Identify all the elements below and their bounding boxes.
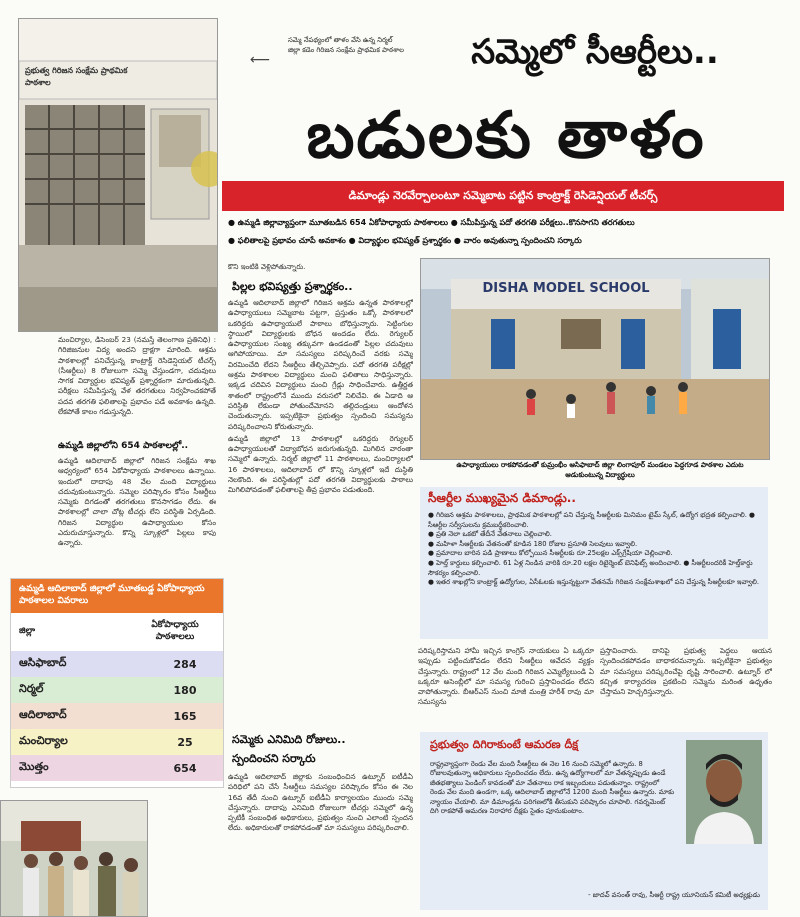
quote-box bbox=[420, 732, 768, 910]
table-header-district: జిల్లా bbox=[19, 626, 36, 636]
table-cell-count: 25 bbox=[177, 735, 193, 749]
table-row bbox=[11, 729, 223, 755]
table-row bbox=[11, 651, 223, 677]
photo-school-children bbox=[420, 258, 770, 460]
school-sign: DISHA MODEL SCHOOL bbox=[482, 281, 650, 296]
table-row bbox=[11, 703, 223, 729]
mid-paragraph-1b: ఉమ్మడి జిల్లాలో 13 పాఠశాలల్లో ఒకరిద్దరు రెగ్యులర్ ఉపాధ్యాయులతో విద్యాబోధన జరుగుతున్నది. మిగిలిన వారంతా సమ్మెలో ఉన్నారు. నిర్మల్ జిల్లాలో 11 పాఠశాలలు, మంచిర్యాలలో 16 పాఠశాలలు, ఆదిలాబాద్ లో కొన్ని స్కూళ్లలో ఇదే దుస్థితి నెలకొంది. ఈ పరిస్థితుల్లో పదో తరగతి విద్యార్థులకు పాఠాలు మిగిలిపోవడంతో ఫలితాలపై తీవ్ర ప్రభావం పడుతుంది. bbox=[228, 433, 413, 495]
table-cell-count: 284 bbox=[173, 657, 197, 671]
bullet-2-2: విద్యార్థుల భవిష్యత్ ప్రశ్నార్థకం bbox=[358, 236, 452, 245]
photo-caption-top: సమ్మె నేపథ్యంలో తాళం వేసి ఉన్న నిర్మల్ జిల్లా కడెం గిరిజన సంక్షేమ ప్రాథమిక పాఠశాల bbox=[288, 36, 404, 54]
arrow-left-icon: ⟵ bbox=[250, 52, 271, 68]
red-banner bbox=[222, 181, 784, 211]
demand-item: ● ప్రమాదాల బారిన పడి ప్రాణాలు కోల్పోయిన సీఆర్టీలకు రూ.25లక్షల ఎక్స్‌గ్రేషియా చెల్లించాలి. bbox=[428, 549, 673, 558]
table-cell-count: 180 bbox=[173, 683, 197, 697]
bullet-icon: ● bbox=[228, 218, 238, 227]
mid-subheading-1: పిల్లల భవిష్యత్తు ప్రశ్నార్థకం.. bbox=[232, 280, 353, 293]
school-sign-text: ప్రభుత్వ గిరిజన సంక్షేమ ప్రాథమిక పాఠశాల bbox=[25, 66, 128, 87]
mid-subheading-2b: స్పందించని సర్కారు bbox=[232, 752, 316, 765]
demands-list bbox=[428, 511, 762, 588]
portrait-illustration bbox=[686, 740, 762, 844]
table-cell-count: 165 bbox=[173, 709, 197, 723]
demands-box bbox=[420, 487, 768, 639]
table-header-count: ఏకోపాధ్యాయ పాఠశాలలు bbox=[151, 620, 199, 642]
bullet-icon: ● bbox=[450, 218, 461, 227]
lower-mid-paragraph: పరిష్కరిస్తామని హామీ ఇచ్చిన కాంగ్రెస్ నాయకులు ఏ ఒక్కరూ ఇప్పుడు పట్టించుకోవడం లేదని సీఆర్టీలు ఆవేదన వ్యక్తం చేస్తున్నారు. రాష్ట్రంలో 12 వేల మంది గిరిజన ఎమ్మెల్యేలుండి ఏ ఒక్కరూ అసెంబ్లీలో మా సమస్య గురించి ప్రస్తావించడం లేదని వాపోతున్నారు. బీఆర్ఎస్ నుంచి మాజీ మంత్రి హరీశ్ రావు మా సమస్యను bbox=[418, 646, 594, 707]
red-banner-text: డిమాండ్లు నెరవేర్చాలంటూ సమ్మెబాట పట్టిన కాంట్రాక్ట్ రెసిడెన్షియల్ టీచర్స్ bbox=[348, 189, 658, 202]
table-title: ఉమ్మడి ఆదిలాబాద్ జిల్లాలో మూతబడ్డ ఏకోపాధ్యాయ పాఠశాలల వివరాలు bbox=[11, 579, 223, 613]
mid-subheading-2a: సమ్మెకు ఎనిమిది రోజులు.. bbox=[232, 733, 346, 746]
bullets-row2 bbox=[228, 236, 784, 247]
mid-top-line: కొని ఇంటికి వెళ్లిపోతున్నారు. bbox=[228, 262, 306, 271]
protest-illustration bbox=[1, 801, 147, 916]
headline-line1: సమ్మెలో సీఆర్టీలు.. bbox=[471, 32, 719, 72]
lower-right-column bbox=[600, 646, 772, 726]
portrait-photo bbox=[686, 740, 762, 844]
headline-line2: బడులకు తాళం bbox=[306, 99, 706, 173]
demands-title: సీఆర్టీల ముఖ్యమైన డిమాండ్లు.. bbox=[428, 491, 576, 505]
lower-right-paragraph: ప్రస్తావించారు. దానిపై ప్రభుత్వ పెద్దలు ఆయన స్పందించకపోవడం బాధాకరమన్నారు. ఇప్పటికైనా ప్రభుత్వం మా సమస్యలు పరిష్కరించేపై దృష్టి సారించాలి. ఉట్నూర్ లో కచ్చిత కార్యాచరణ ప్రకటించి సమ్మెను మరింత ఉధృతం చేస్తామని హెచ్చరిస్తున్నారు. bbox=[600, 646, 772, 697]
bullet-1-1: ఉమ్మడి జిల్లావ్యాప్తంగా మూతబడిన 654 ఏకోపాధ్యాయ పాఠశాలలు bbox=[237, 218, 448, 227]
photo-protest bbox=[0, 800, 148, 917]
table-cell-district: నిర్మల్ bbox=[19, 682, 44, 695]
table-cell-district: ఆసిఫాబాద్ bbox=[19, 656, 67, 669]
left-lead-paragraph: మంచిర్యాల, డిసెంబర్ 23 (నమస్తే తెలంగాణ ప్రతినిధి) : గిరిజిజనుల విద్య అందని ద్రాక్షగా మారింది. ఆశ్రమ పాఠశాలల్లో పనిచేస్తున్న కాంట్రాక్ట్ రెసిడెన్షియల్ టీచర్స్ (సీఆర్టీలు) 8 రోజులుగా సమ్మె చేస్తుండగా, చదువులు సాగక విద్యార్థుల భవిష్యత్ ప్రశ్నార్థకంగా మారుతున్నది. పరీక్షలు సమీపిస్తున్న వేళ తరగతులు నిర్వహించకపోతే పదవ తరగతి ఫలితాలపై ప్రభావం పడే అవకాశం ఉన్నది. లేకపోతే కాలం గడుస్తున్నది. bbox=[58, 335, 216, 417]
photo-caption-mid: ఉపాధ్యాయులు రాకపోవడంతో కుమ్రంభీం ఆసిఫాబాద్ జిల్లా లింగాపూర్ మండలం పెద్దగూడ పాఠశాల ఎదుట ఆడుకుంటున్న విద్యార్థులు bbox=[456, 461, 744, 479]
quote-signature: - జాదవ్ వసంత్ రావు, సీఆర్టీ రాష్ట్ర యూనియన్ కమిటీ అధ్యక్షుడు bbox=[588, 891, 760, 899]
bullet-2-3: వారం అవుతున్నా స్పందించని సర్కారు bbox=[463, 236, 582, 245]
left-subheading: ఉమ్మడి జిల్లాలోని 654 పాఠశాలల్లో.. bbox=[58, 441, 189, 451]
bullet-icon: ● bbox=[453, 236, 464, 245]
bullet-1-2: సమీపిస్తున్న పదో తరగతి పరీక్షలు..కొనసాగని తరగతులు bbox=[460, 218, 635, 227]
photo-locked-school bbox=[18, 18, 218, 332]
demand-item: ● మహిళా సీఆర్టీలకు వేతనంతో కూడిన 180 రోజుల ప్రసూతి సెలవులు ఇవ్వాలి. bbox=[428, 539, 638, 548]
lower-mid-column bbox=[418, 646, 594, 726]
table-cell-district: మంచిర్యాల bbox=[19, 734, 68, 747]
district-table bbox=[10, 578, 224, 788]
demand-item: ● హెల్త్ కార్డులు కల్పించాలి. 61 ఏళ్ల నిండిన వారికి రూ.20 లక్షల రిటైర్మెంట్ బెనిఫిట్స్ అందించాలి. ● సీఆర్టీలందరికీ హెల్త్‌కార్డు సౌకర్యం కల్పించాలి. bbox=[428, 558, 753, 577]
bullets-row1 bbox=[228, 218, 784, 229]
table-row-total bbox=[11, 755, 223, 781]
demand-item: ● ప్రతి నెలా ఒకటో తేదీనే వేతనాలు చెల్లించాలి. bbox=[428, 530, 552, 539]
demand-item: ● గిరిజన ఆశ్రమ పాఠశాలలు, ప్రాథమిక పాఠశాలల్లో పని చేస్తున్న సీఆర్టీలకు మినిమం టైమ్ స్కేల్, ఉద్యోగ భద్రత కల్పించాలి. ● సీఆర్టీల సర్వీసులను క్రమబద్ధీకరించాలి. bbox=[428, 511, 755, 529]
table-cell-district: ఆదిలాబాద్ bbox=[19, 708, 67, 721]
mid-paragraph-2: ఉమ్మడి ఆదిలాబాద్ జిల్లాకు సంబంధించిన ఉట్నూర్ ఐటీడీఏ పరిధిలో పని చేసే సీఆర్టీలు సమస్యల పరిష్కారం కోసం ఈ నెల 16వ తేదీ నుంచి ఉట్నూర్ ఐటీడీఏ కార్యాలయం ముందు సమ్మె చేస్తున్నారు. దాదాపు ఎనిమిది రోజులుగా టీచర్లు సమ్మెలో ఉన్న ప్పటికీ సంబంధిత అధికారులు, ప్రభుత్వం నుంచి ఎలాంటి స్పందన లేదు. అధికారులతో రాకపోవడంతో మా సమస్యలు పరిష్కరించాలి. bbox=[228, 772, 413, 833]
mid-column-body-1 bbox=[228, 298, 413, 726]
table-header-row bbox=[11, 613, 223, 651]
table-cell-district: మొత్తం bbox=[19, 760, 49, 773]
table-row bbox=[11, 677, 223, 703]
mid-paragraph-1: ఉమ్మడి ఆదిలాబాద్ జిల్లాలో గిరిజన ఆశ్రమ ఉన్నత పాఠశాలల్లో ఉపాధ్యాయులు సమ్మెబాట పట్టగా, ప్రస్తుతం ఒక్కో పాఠశాలలో ఒకరిద్దరు ఉపాధ్యాయులే పాఠాలు బోధిస్తున్నారు. సెట్టింగుల స్థాయిలో విద్యార్థులకు బోధన అందడం లేదు. రెగ్యులర్ ఉపాధ్యాయుల సంఖ్య తక్కువగా ఉండడంతో పిల్లల చదువులు ఆగిపోయాయి. మా సమస్యలు పరిష్కరించే వరకు సమ్మె విరమించేది లేదని సీఆర్టీలు తేల్చిచెప్పారు. పదో తరగతి పరీక్షల్లో ఆశ్రమ పాఠశాలల విద్యార్థులు మంచి ఫలితాలు సాధిస్తున్నారు. ఇక్కడ చదివిన విద్యార్థులు మంచి గ్రేడ్లు సాధించేవారు. ఉత్తీర్ణత శాతంలో రాష్ట్రంలోనే ముందు వరుసలో నిలిచేవి. ఈ ఏడాది ఆ పరిస్థితి లేకుండా పోతుందేమోనని తల్లిదండ్రులు ఆందోళన చెందుతున్నారు. ఇప్పటికైనా ప్రభుత్వం స్పందించి సమస్యను పరిష్కరించాలని కోరుతున్నారు. bbox=[228, 298, 413, 431]
left-column-body bbox=[58, 456, 216, 574]
bullet-icon: ● bbox=[348, 236, 359, 245]
quote-text: రాష్ట్రవ్యాప్తంగా రెండు వేల మంది సీఆర్టీలు ఈ నెల 16 నుంచి సమ్మెలో ఉన్నారు. 8 రోజులవుతున్నా అధికారులు స్పందించడం లేదు. ఉన్న ఉద్యోగాలలో మా వేతన్నప్పుడు ఉండే జీతభత్యాలు పెండింగ్ కావడంతో మా వేతనాలు రాక ఇబ్బందులు పడుతున్నాం. రాష్ట్రంలో రెండు వేల మంది ఉండగా, ఒక్క ఆదిలాబాద్ జిల్లాలోనే 1200 మంది సీఆర్టీలు ఉన్నారు. మాకు న్యాయం చేయాలి. మా డిమాండ్లను పరిగణలోకి తీసుకుని పరిష్కారం చూపాలి. గవర్నమెంట్ దిగి రాకపోతే ఆమరణ నిరాహార దీక్షకు సైతం పూనుకుంటాం. bbox=[430, 760, 675, 816]
left-column-lead bbox=[58, 335, 216, 435]
quote-title: ప్రభుత్వం దిగిరాకుంటే ఆమరణ దీక్ష bbox=[430, 738, 578, 751]
bullet-2-1: ఫలితాలపై ప్రభావం చూపే అవకాశం bbox=[237, 236, 346, 245]
left-body-paragraph: ఉమ్మడి ఆదిలాబాద్ జిల్లాలో గిరిజన సంక్షేమ శాఖ ఆధ్వర్యంలో 654 ఏకోపాధ్యాయ పాఠశాలలు ఉన్నాయి. ఇందులో దాదాపు 48 వేల మంది విద్యార్థులు చదువుకుంటున్నారు. సమ్మెల పరిష్కారం కోసం సీఆర్టీలు సమ్మెకు దిగడంతో తరగతులు కొనసాగడం లేదు. ఈ పాఠశాలల్లో చాలా చోట్ల టీచర్లు లేని పరిస్థితి ఏర్పడింది. గిరిజన విద్యార్థుల ఉపాధ్యాయుల కోసం ఎదురుచూస్తున్నారు. కొన్ని స్కూళ్లలో పిల్లలు కాపు ఉన్నారు. bbox=[58, 456, 216, 548]
demand-item: ● ఇతర శాఖల్లోని కాంట్రాక్ట్ ఉద్యోగుల, ఏసీఓలకు ఇస్తున్నట్టుగా వేతనమే గిరిజన సంక్షేమశాఖలో పని చేస్తున్న సీఆర్టీలకూ ఇవ్వాలి. bbox=[428, 578, 759, 587]
mid-column-body-2 bbox=[228, 772, 413, 912]
table-cell-count: 654 bbox=[173, 761, 197, 775]
bullet-icon: ● bbox=[228, 236, 238, 245]
